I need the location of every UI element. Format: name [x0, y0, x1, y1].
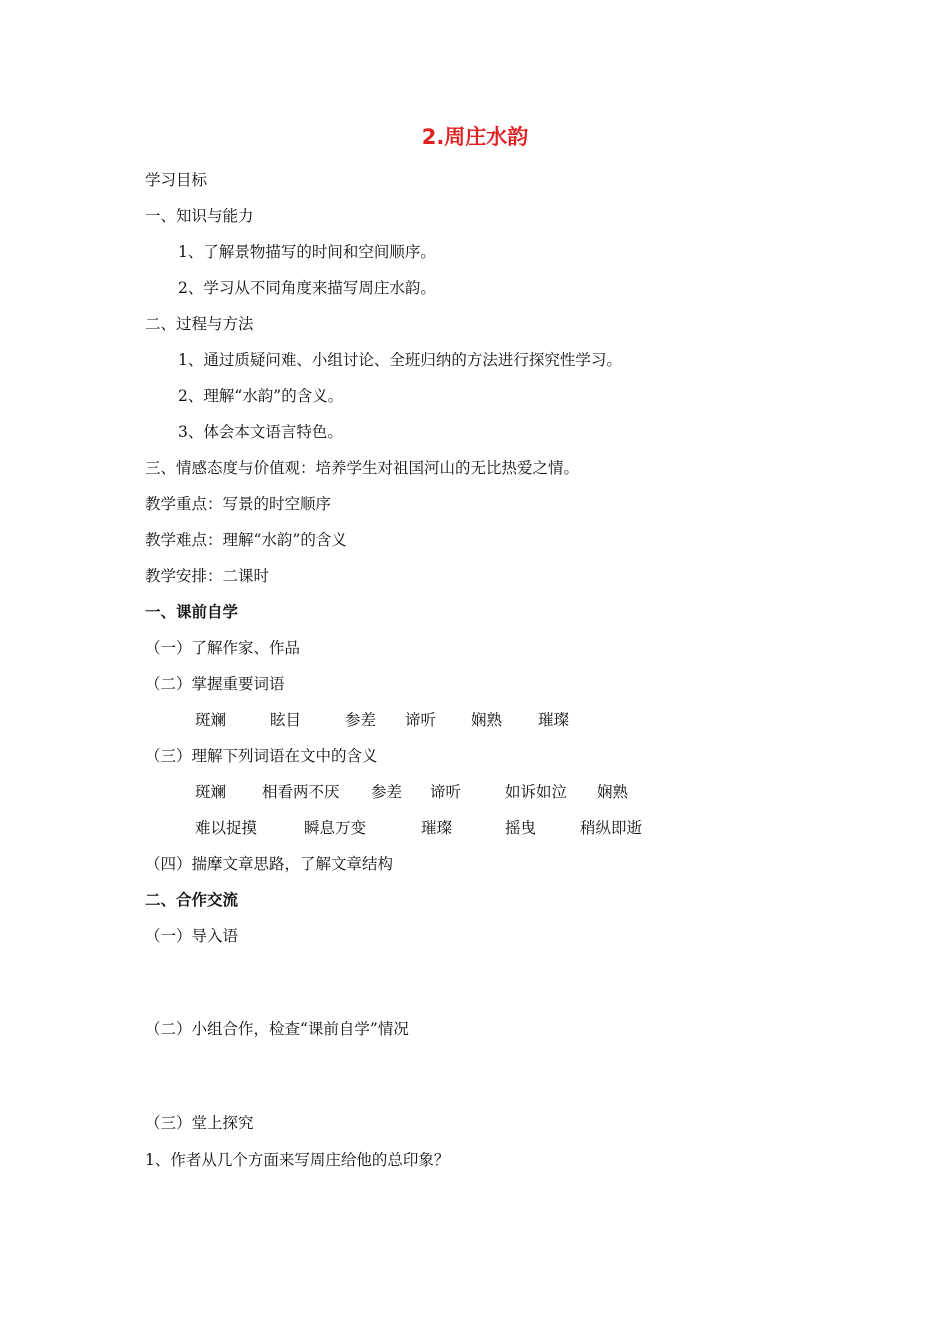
teaching-difficulty: 教学难点：理解“水韵”的含义	[145, 531, 347, 549]
vocab-word: 参差	[371, 783, 403, 801]
vocab-word: 谛听	[430, 783, 462, 801]
vocab-word: 谛听	[405, 711, 437, 729]
self-study-item-1: （一）了解作家、作品	[145, 639, 301, 657]
teaching-schedule: 教学安排：二课时	[145, 567, 270, 585]
goal-2-item-2: 2、理解“水韵”的含义。	[178, 387, 344, 405]
vocab-word: 摇曳	[505, 819, 537, 837]
goal-1-item-2: 2、学习从不同角度来描写周庄水韵。	[178, 279, 436, 297]
question-1: 1、作者从几个方面来写周庄给他的总印象？	[145, 1151, 450, 1169]
vocab-word: 眩目	[270, 711, 302, 729]
cooperation-item-3: （三）堂上探究	[145, 1114, 254, 1132]
goal-section-3: 三、情感态度与价值观：培养学生对祖国河山的无比热爱之情。	[145, 459, 580, 477]
vocab-word: 难以捉摸	[195, 819, 258, 837]
teaching-focus: 教学重点：写景的时空顺序	[145, 495, 332, 513]
vocab-word: 相看两不厌	[262, 783, 340, 801]
vocab-word: 璀璨	[421, 819, 453, 837]
goal-1-item-1: 1、了解景物描写的时间和空间顺序。	[178, 243, 436, 261]
self-study-item-3: （三）理解下列词语在文中的含义	[145, 747, 378, 765]
section-heading-cooperation: 二、合作交流	[145, 890, 239, 909]
vocab-word: 参差	[345, 711, 377, 729]
vocab-word: 斑斓	[195, 711, 227, 729]
self-study-item-4: （四）揣摩文章思路，了解文章结构	[145, 855, 394, 873]
document-title: 2.周庄水韵	[421, 125, 529, 149]
section-heading-self-study: 一、课前自学	[145, 602, 239, 621]
goal-section-2: 二、过程与方法	[145, 315, 254, 333]
vocab-word: 瞬息万变	[304, 819, 367, 837]
cooperation-item-1: （一）导入语	[145, 927, 239, 945]
vocab-word: 璀璨	[538, 711, 570, 729]
vocab-word: 娴熟	[471, 711, 503, 729]
goal-section-1: 一、知识与能力	[145, 207, 254, 225]
vocab-word: 如诉如泣	[505, 783, 568, 801]
goal-2-item-1: 1、通过质疑问难、小组讨论、全班归纳的方法进行探究性学习。	[178, 351, 622, 369]
self-study-item-2: （二）掌握重要词语	[145, 675, 285, 693]
heading-learning-goals: 学习目标	[145, 171, 208, 189]
vocab-word: 稍纵即逝	[580, 819, 643, 837]
goal-2-item-3: 3、体会本文语言特色。	[178, 423, 343, 441]
cooperation-item-2: （二）小组合作，检查“课前自学”情况	[145, 1020, 409, 1038]
vocab-word: 斑斓	[195, 783, 227, 801]
vocab-word: 娴熟	[597, 783, 629, 801]
